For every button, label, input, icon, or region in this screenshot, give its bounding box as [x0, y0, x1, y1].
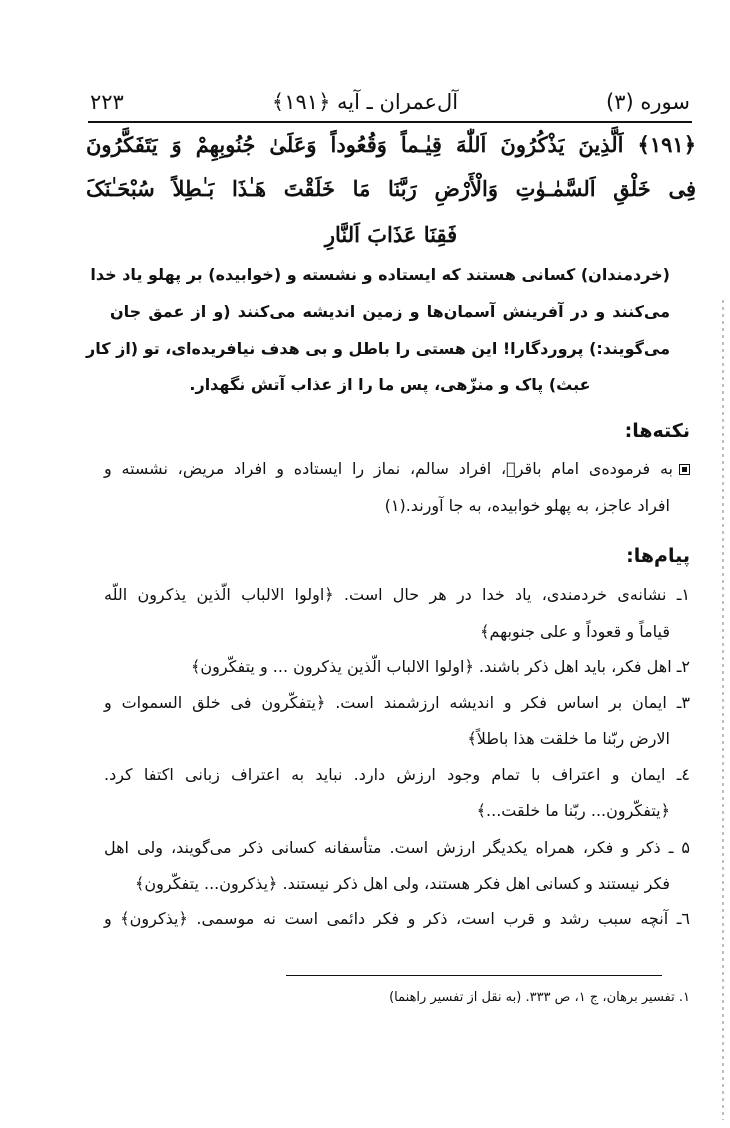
message-line: قیاماً و قعوداً و علی جنوبهم﴾ [480, 622, 670, 641]
header-rule [88, 121, 692, 123]
note-line: افراد عاجز، به پهلو خوابیده، به جا آورند.(۱) [384, 496, 670, 515]
message-line: ٤ـ ایمان و اعتراف با تمام وجود ارزش دارد. نباید به اعتراف زبانی اکتفا کرد. [104, 765, 690, 784]
message-line: ۱ـ نشانه‌ی خردمندی، یاد خدا در هر حال است. ﴿اولوا الالباب الّذین یذکرون اللّه [104, 585, 690, 604]
footnote-rule [286, 975, 662, 976]
translation-line: می‌کنند و در آفرینش آسمان‌ها و زمین اندیشه می‌کنند (و از عمق جان [110, 302, 670, 321]
footnote: ۱. تفسیر برهان، ج ۱، ص ۳۳۳. (به نقل از تفسیر راهنما) [389, 990, 690, 1005]
message-line: ۲ـ اهل فکر، باید اهل ذکر باشند. ﴿اولوا الالباب الّذین یذکرون ... و یتفکّرون﴾ [190, 657, 690, 676]
messages-heading: پیام‌ها: [626, 545, 690, 567]
translation-line: (خردمندان) کسانی هستند که ایستاده و نشسته و (خوابیده) بر پهلو یاد خدا [90, 265, 670, 284]
notes-heading: نکته‌ها: [624, 420, 690, 442]
note-text: به فرموده‌ی امام باقرؑ، افراد سالم، نماز را ایستاده و افراد مریض، نشسته و [104, 459, 673, 478]
translation-line: می‌گویند:) پروردگارا! این هستی را باطل و بی هدف نیافریده‌ای، تو (از کار [86, 339, 670, 358]
message-line: ۵ ـ ذکر و فکر، همراه یکدیگر ارزش است. متأسفانه کسانی ذکر می‌گویند، ولی اهل [104, 838, 690, 857]
verse-line: فِی خَلْقِ اَلسَّمٰـوٰتِ وَالْأَرْضِ رَبَّنَا مَا خَلَقْتَ هَـٰذَا بَـٰطِلاً سُبْحَـٰنَکَ [86, 176, 696, 201]
page-title: آل‌عمران ـ آیه ﴿۱۹۱﴾ [271, 90, 459, 114]
page-number: ۲۲۳ [90, 90, 124, 114]
surah-label: سوره (۳) [606, 90, 690, 114]
verse-line: فَقِنَا عَذَابَ اَلنَّارِ [324, 222, 458, 247]
verse-line: ﴿۱۹۱﴾ اَلَّذِینَ یَذْکُرُونَ اَللّٰهَ قِیٰـماً وَقُعُوداً وَعَلَیٰ جُنُوبِهِمْ وَ یَتَفَکَّرُونَ [86, 132, 696, 157]
message-line: ۳ـ ایمان بر اساس فکر و اندیشه ارزشمند است. ﴿یتفکّرون فی خلق السموات و [104, 693, 690, 712]
bullet-icon [679, 464, 690, 475]
note-line [104, 457, 690, 481]
message-line: ﴿یتفکّرون... ربّنا ما خلقت...﴾ [476, 801, 670, 820]
message-line: الارض ربّنا ما خلقت هذا باطلاً﴾ [467, 729, 670, 748]
page-edge-decoration [722, 300, 724, 1120]
translation-line: عبث) پاک و منزّهی، پس ما را از عذاب آتش نگهدار. [189, 375, 591, 394]
message-line: فکر نیستند و کسانی اهل فکر هستند، ولی اهل ذکر نیستند. ﴿یذکرون... یتفکّرون﴾ [135, 874, 670, 893]
message-line: ٦ـ آنچه سبب رشد و قرب است، ذکر و فکر دائمی است نه موسمی. ﴿یذکرون﴾ و [104, 909, 690, 928]
